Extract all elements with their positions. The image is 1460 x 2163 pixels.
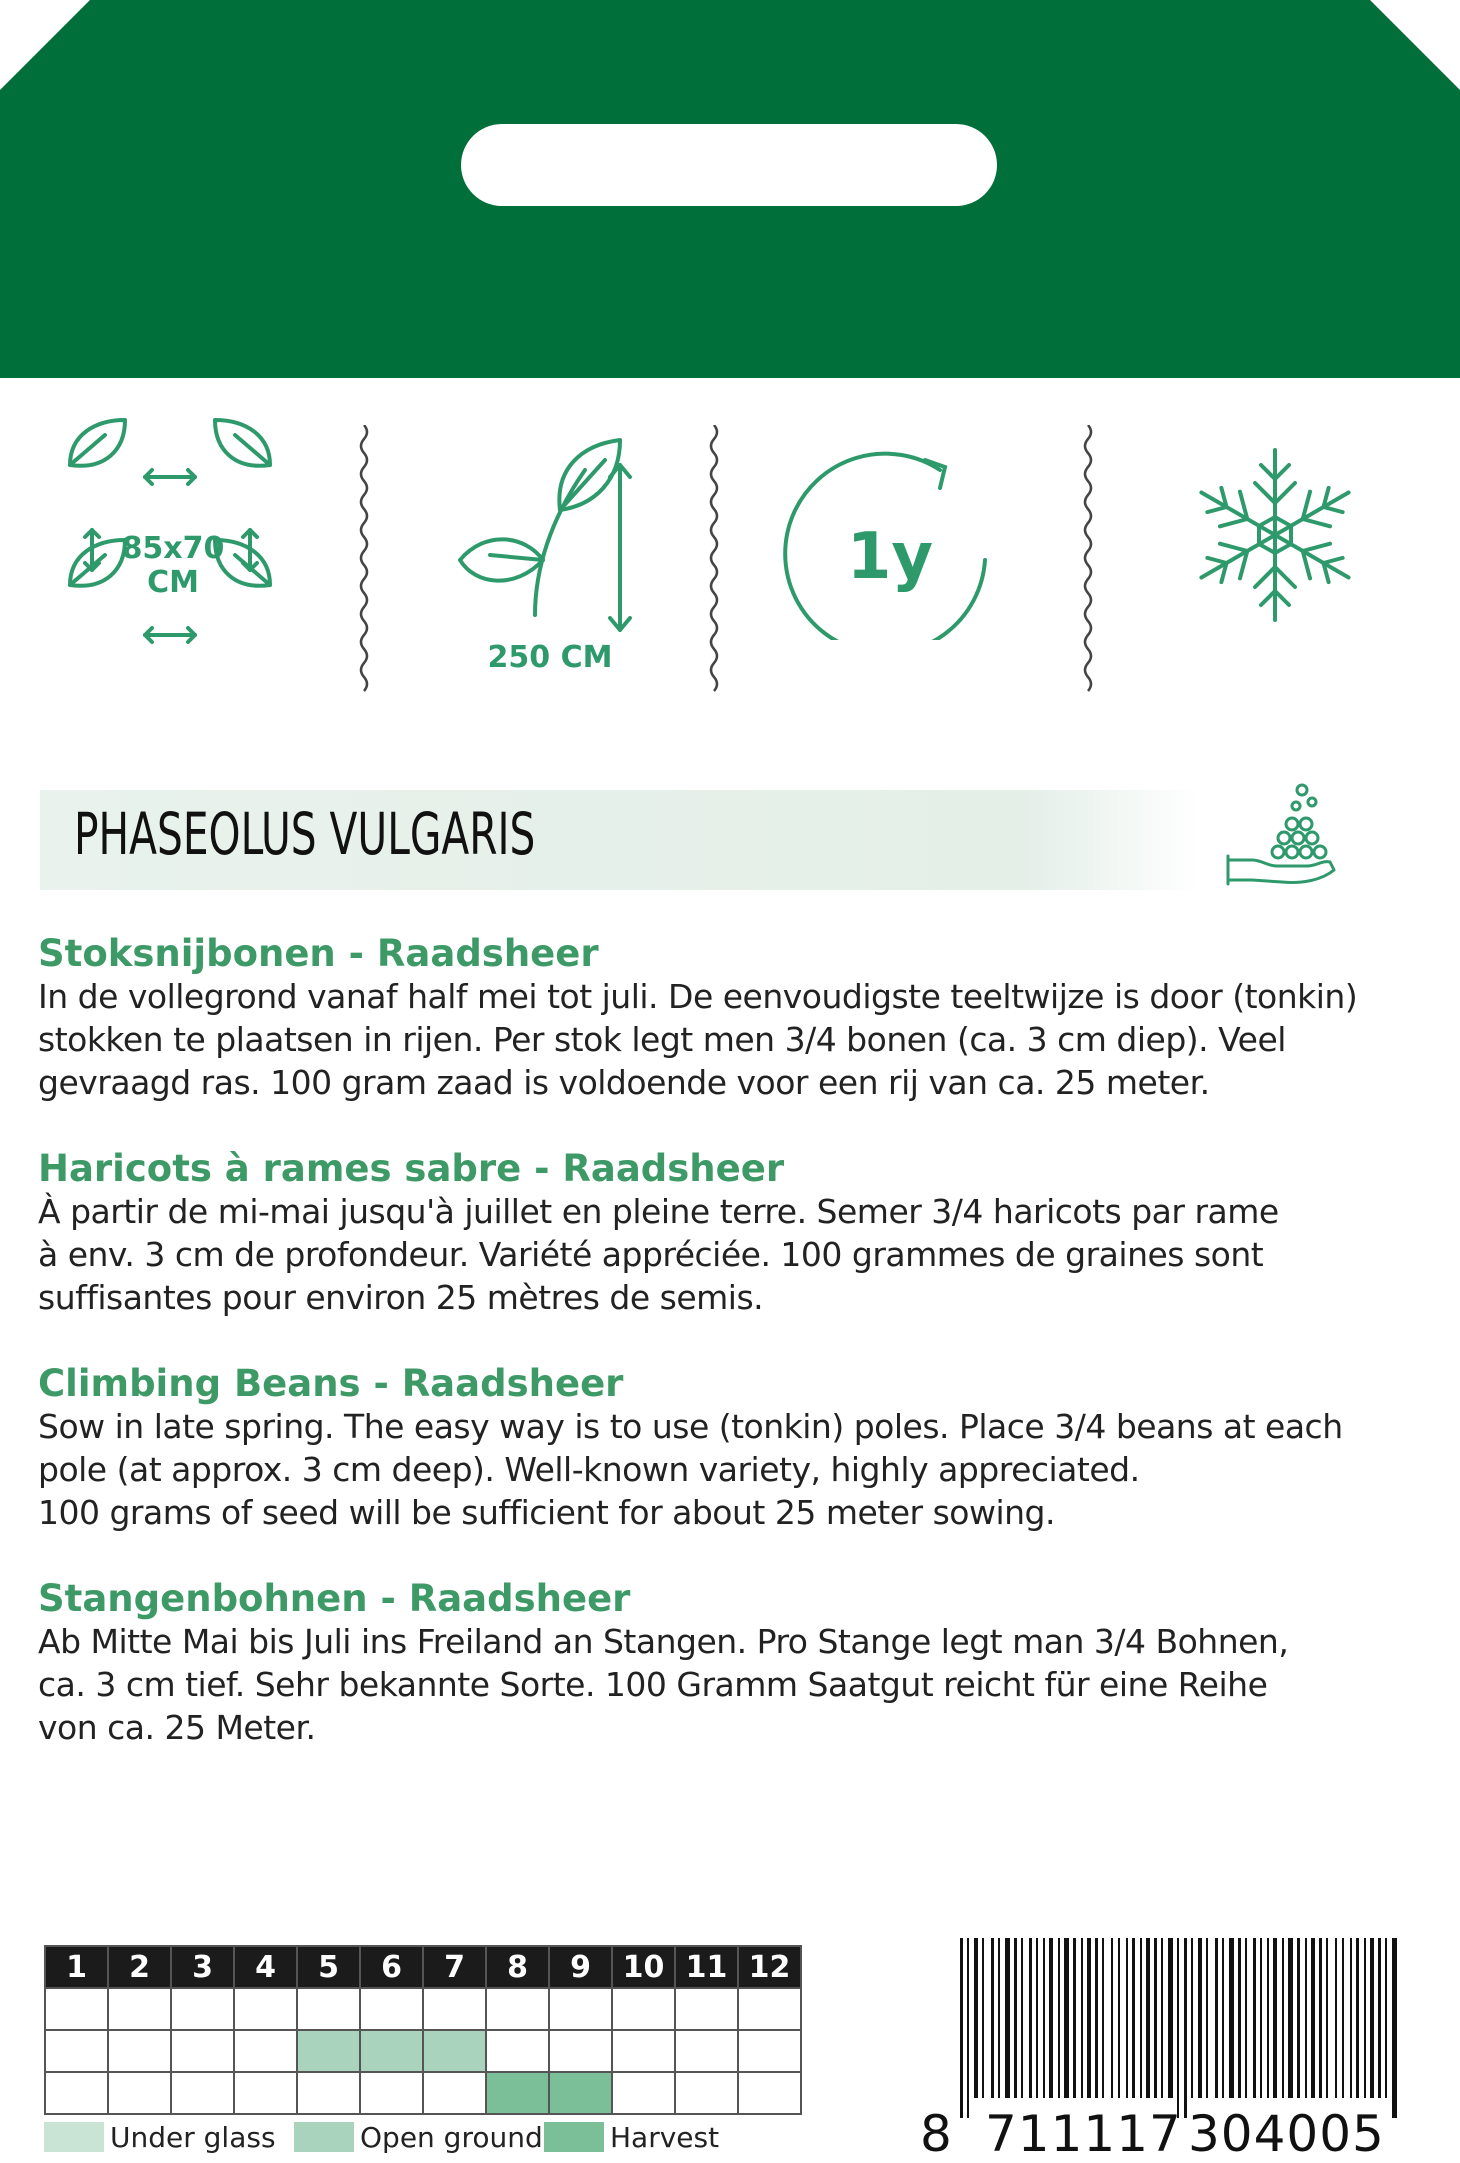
barcode-bar	[1273, 1938, 1277, 2098]
spacing-unit: CM	[147, 565, 199, 600]
barcode-bar	[1095, 1938, 1098, 2098]
barcode-bar	[1282, 1938, 1284, 2098]
cultivation-icons	[0, 410, 1460, 700]
height-label: 250 CM	[487, 640, 613, 675]
calendar-cell	[360, 2030, 423, 2072]
barcode-bar	[1111, 1938, 1113, 2098]
barcode-bar	[1161, 1938, 1163, 2098]
barcode-bar	[1132, 1938, 1135, 2098]
right-corner-cut	[1370, 0, 1460, 90]
month-6: 6	[360, 1946, 423, 1988]
barcode-bar	[1198, 1938, 1202, 2098]
barcode-bar	[1049, 1938, 1053, 2098]
barcode-bar	[1102, 1938, 1104, 2098]
month-12: 12	[738, 1946, 801, 1988]
body-line: pole (at approx. 3 cm deep). Well-known variety, highly appreciated.	[38, 1450, 1140, 1489]
barcode-bar	[1245, 1938, 1247, 2098]
body-line: gevraagd ras. 100 gram zaad is voldoende voor een rij van ca. 25 meter.	[38, 1063, 1210, 1102]
body-line: stokken te plaatsen in rijen. Per stok legt men 3/4 bonen (ca. 3 cm diep). Veel	[38, 1020, 1286, 1059]
legend-label: Open ground	[360, 2120, 543, 2154]
latin-name: PHASEOLUS VULGARIS	[74, 800, 536, 868]
calendar-cell	[738, 2030, 801, 2072]
barcode-bar	[1326, 1938, 1328, 2098]
section-title: Stoksnijbonen - Raadsheer	[38, 932, 599, 975]
legend-item-glass	[44, 2118, 276, 2156]
month-1: 1	[45, 1946, 108, 1988]
wavy-divider	[1082, 425, 1094, 695]
section-dutch	[38, 933, 1418, 1104]
calendar-cell	[45, 2030, 108, 2072]
barcode-bar	[1036, 1938, 1038, 2098]
month-7: 7	[423, 1946, 486, 1988]
section-body	[38, 975, 1418, 1104]
barcode-bar	[1087, 1938, 1091, 2098]
calendar-row	[45, 1988, 801, 2030]
barcode-bar	[1319, 1938, 1322, 2098]
calendar-cell	[297, 2030, 360, 2072]
month-9: 9	[549, 1946, 612, 1988]
barcode-bar	[1029, 1938, 1032, 2098]
barcode-bar	[1043, 1938, 1045, 2098]
legend-swatch	[294, 2122, 354, 2152]
barcode-bar	[1260, 1938, 1262, 2098]
month-4: 4	[234, 1946, 297, 1988]
calendar-cell	[423, 1988, 486, 2030]
calendar-cell	[234, 2072, 297, 2114]
barcode-bar	[1356, 1938, 1359, 2098]
calendar-cell	[297, 2072, 360, 2114]
body-line: Ab Mitte Mai bis Juli ins Freiland an Stangen. Pro Stange legt man 3/4 Bohnen,	[38, 1622, 1289, 1661]
barcode-bar	[960, 1938, 963, 2118]
barcode-bar	[1168, 1938, 1173, 2098]
barcode-bar	[1288, 1938, 1293, 2098]
wavy-divider	[708, 425, 720, 695]
body-line: In de vollegrond vanaf half mei tot juli. De eenvoudigste teeltwijze is door (tonkin)	[38, 977, 1358, 1016]
barcode-bar	[1126, 1938, 1128, 2098]
barcode-bar	[1364, 1938, 1366, 2098]
section-body	[38, 1190, 1418, 1319]
calendar-cell	[612, 1988, 675, 2030]
section-body	[38, 1620, 1418, 1749]
calendar-cell	[486, 2030, 549, 2072]
barcode-bar	[1311, 1938, 1315, 2098]
body-line: À partir de mi-mai jusqu'à juillet en pleine terre. Semer 3/4 haricots par rame	[38, 1192, 1279, 1231]
calendar-cell	[234, 1988, 297, 2030]
barcode-bar	[1081, 1938, 1083, 2098]
barcode-bar	[974, 1938, 978, 2098]
calendar-cell	[549, 2030, 612, 2072]
header-band	[0, 0, 1460, 378]
barcode	[958, 1938, 1398, 2118]
barcode-bar	[982, 1938, 984, 2098]
barcode-bar	[1118, 1938, 1120, 2098]
barcode-bar	[1267, 1938, 1269, 2098]
sowing-calendar	[44, 1945, 802, 2115]
spacing-icon	[60, 410, 300, 700]
legend-item-harvest	[544, 2118, 719, 2156]
calendar-legend	[44, 2118, 844, 2158]
calendar-cell	[423, 2072, 486, 2114]
lifecycle-label: 1y	[846, 520, 934, 594]
barcode-group-1: 711117	[985, 2105, 1182, 2163]
calendar-cell	[486, 2072, 549, 2114]
snowflake-icon	[1185, 435, 1365, 635]
legend-swatch	[44, 2122, 104, 2152]
barcode-bar	[1146, 1938, 1150, 2098]
barcode-bar	[967, 1938, 969, 2118]
hanger-slot	[461, 124, 997, 206]
barcode-bar	[1305, 1938, 1307, 2098]
barcode-bar	[991, 1938, 994, 2098]
barcode-bar	[1385, 1938, 1387, 2098]
barcode-bar	[1206, 1938, 1208, 2098]
legend-label: Harvest	[610, 2120, 720, 2154]
hardiness-icon	[1185, 410, 1365, 700]
barcode-bar	[1392, 1938, 1397, 2118]
month-10: 10	[612, 1946, 675, 1988]
barcode-bar	[1229, 1938, 1234, 2098]
calendar-cell	[297, 1988, 360, 2030]
lifecycle-icon	[780, 410, 1000, 700]
calendar-cell	[360, 2072, 423, 2114]
barcode-bar	[1058, 1938, 1060, 2098]
barcode-bar	[1021, 1938, 1023, 2098]
barcode-bar	[1350, 1938, 1352, 2098]
barcode-bar	[1005, 1938, 1010, 2098]
calendar-cell	[612, 2072, 675, 2114]
calendar-cell	[234, 2030, 297, 2072]
barcode-bar	[1154, 1938, 1157, 2098]
barcode-bar	[1073, 1938, 1076, 2098]
calendar-cell	[675, 2072, 738, 2114]
calendar-grid	[44, 1945, 802, 2115]
body-line: von ca. 25 Meter.	[38, 1708, 316, 1747]
body-line: suffisantes pour environ 25 mètres de semis.	[38, 1278, 764, 1317]
calendar-cell	[171, 2030, 234, 2072]
calendar-cell	[360, 1988, 423, 2030]
calendar-cell	[486, 1988, 549, 2030]
barcode-first-digit: 8	[920, 2105, 952, 2163]
calendar-cell	[171, 2072, 234, 2114]
calendar-cell	[549, 1988, 612, 2030]
barcode-bar	[998, 1938, 1000, 2098]
barcode-bar	[1140, 1938, 1142, 2098]
calendar-row	[45, 2030, 801, 2072]
body-line: à env. 3 cm de profondeur. Variété appréciée. 100 grammes de graines sont	[38, 1235, 1264, 1274]
calendar-cell	[423, 2030, 486, 2072]
barcode-bar	[1238, 1938, 1241, 2098]
barcode-bar	[1191, 1938, 1193, 2098]
calendar-row	[45, 2072, 801, 2114]
wavy-divider	[358, 425, 370, 695]
calendar-cell	[738, 2072, 801, 2114]
section-english	[38, 1363, 1418, 1534]
body-line: 100 grams of seed will be sufficient for about 25 meter sowing.	[38, 1493, 1055, 1532]
seeds-in-hand-icon	[1222, 780, 1342, 900]
calendar-cell	[108, 2072, 171, 2114]
month-2: 2	[108, 1946, 171, 1988]
barcode-bar	[1342, 1938, 1344, 2098]
spacing-label: 85x70	[121, 531, 225, 566]
calendar-cell	[549, 2072, 612, 2114]
section-title: Haricots à rames sabre - Raadsheer	[38, 1147, 785, 1190]
calendar-cell	[45, 1988, 108, 2030]
barcode-bar	[1014, 1938, 1017, 2098]
barcode-bar	[1215, 1938, 1218, 2098]
barcode-bar	[1378, 1938, 1381, 2098]
height-icon	[455, 410, 675, 700]
calendar-cell	[612, 2030, 675, 2072]
barcode-bar	[1370, 1938, 1374, 2098]
month-11: 11	[675, 1946, 738, 1988]
section-body	[38, 1405, 1418, 1534]
legend-label: Under glass	[110, 2120, 276, 2154]
latin-name-bar	[40, 790, 1200, 890]
month-5: 5	[297, 1946, 360, 1988]
calendar-cell	[171, 1988, 234, 2030]
barcode-group-2: 304005	[1188, 2105, 1385, 2163]
calendar-cell	[45, 2072, 108, 2114]
body-line: ca. 3 cm tief. Sehr bekannte Sorte. 100 Gramm Saatgut reicht für eine Reihe	[38, 1665, 1268, 1704]
section-french	[38, 1148, 1418, 1319]
section-title: Stangenbohnen - Raadsheer	[38, 1577, 631, 1620]
calendar-month-row	[45, 1946, 801, 1988]
barcode-bar	[1177, 1938, 1179, 2118]
section-title: Climbing Beans - Raadsheer	[38, 1362, 624, 1405]
barcode-bar	[1297, 1938, 1300, 2098]
section-german	[38, 1578, 1418, 1749]
left-corner-cut	[0, 0, 90, 90]
barcode-bar	[1064, 1938, 1069, 2098]
month-8: 8	[486, 1946, 549, 1988]
barcode-bar	[1222, 1938, 1224, 2098]
month-3: 3	[171, 1946, 234, 1988]
calendar-cell	[738, 1988, 801, 2030]
calendar-cell	[675, 1988, 738, 2030]
barcode-bar	[1184, 1938, 1187, 2118]
legend-swatch	[544, 2122, 604, 2152]
legend-item-open	[294, 2118, 543, 2156]
body-line: Sow in late spring. The easy way is to use (tonkin) poles. Place 3/4 beans at each	[38, 1407, 1343, 1446]
calendar-cell	[675, 2030, 738, 2072]
barcode-bar	[1253, 1938, 1256, 2098]
calendar-cell	[108, 1988, 171, 2030]
plant-height-icon	[455, 410, 675, 640]
barcode-bar	[1335, 1938, 1337, 2098]
calendar-cell	[108, 2030, 171, 2072]
